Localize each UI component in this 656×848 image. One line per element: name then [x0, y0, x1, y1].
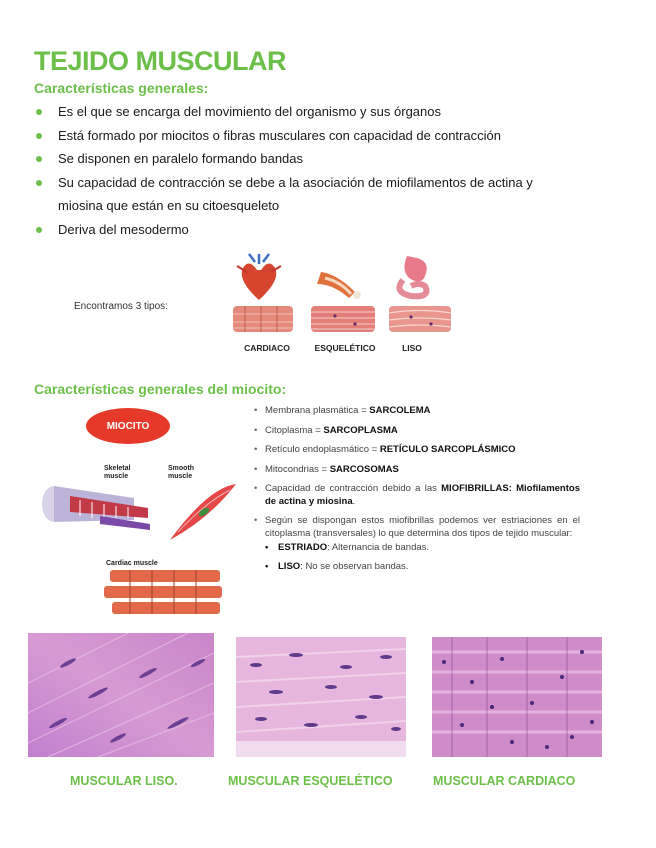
- smooth-muscle-micrograph: [28, 633, 214, 757]
- list-item: Se disponen en paralelo formando bandas: [36, 147, 636, 171]
- list-item: • Mitocondrias = SARCOSOMAS: [254, 464, 580, 477]
- list-item: Su capacidad de contracción se debe a la asociación de miofilamentos de actina y: [36, 171, 636, 195]
- list-item: • Retículo endoplasmático = RETÍCULO SARCOPLÁSMICO: [254, 444, 580, 457]
- bullet-icon: [36, 133, 42, 139]
- section-heading-general: Características generales:: [34, 80, 209, 96]
- skeletal-fiber-bundle-icon: [42, 486, 150, 530]
- cardiac-muscle-micrograph: [432, 637, 602, 757]
- muscle-tissue-types-sublist: [265, 542, 580, 573]
- muscle-types-illustration: [225, 252, 465, 342]
- miocito-badge: MIOCITO: [86, 408, 170, 444]
- smooth-fibers: [389, 306, 451, 332]
- cardiac-fibers: [233, 306, 293, 332]
- smooth-muscle-cell-icon: [170, 484, 236, 540]
- bullet-icon: [36, 156, 42, 162]
- sublist-item: • ESTRIADO: Alternancia de bandas.: [265, 542, 580, 555]
- skeletal-muscle-label: Skeletal muscle: [104, 465, 131, 480]
- miocito-illustration: [40, 478, 240, 620]
- bullet-icon: [36, 109, 42, 115]
- type-label-cardiac: CARDIACO: [244, 343, 290, 353]
- caption-cardiac: MUSCULAR CARDIACO: [433, 774, 576, 788]
- general-bullet-list: [36, 100, 636, 241]
- bullet-icon: [36, 180, 42, 186]
- list-item: • Membrana plasmática = SARCOLEMA: [254, 405, 580, 418]
- skeletal-muscle-micrograph: [236, 637, 406, 757]
- cardiac-muscle-network-icon: [104, 570, 222, 614]
- arm-muscle-icon: [317, 272, 361, 299]
- smooth-muscle-label: Smooth muscle: [168, 465, 195, 480]
- bullet-icon: [36, 227, 42, 233]
- types-intro: Encontramos 3 tipos:: [74, 301, 168, 312]
- page-title: TEJIDO MUSCULAR: [34, 46, 287, 76]
- caption-smooth: MUSCULAR LISO.: [70, 774, 178, 788]
- digestive-organ-icon: [399, 256, 426, 296]
- list-item: • Según se dispongan estos miofibrillas podemos ver estriaciones en el citoplasma (transversales) lo que determina dos tipos de tejido muscular: • ESTRIADO: Alternancia de bandas. • LISO: No se observan bandas.: [254, 515, 580, 573]
- list-item: Es el que se encarga del movimiento del organismo y sus órganos: [36, 100, 636, 124]
- list-item: Deriva del mesodermo: [36, 218, 636, 242]
- type-label-skeletal: ESQUELÉTICO: [314, 343, 376, 353]
- list-item: Está formado por miocitos o fibras musculares con capacidad de contracción: [36, 124, 636, 148]
- list-item: • Citoplasma = SARCOPLASMA: [254, 425, 580, 438]
- list-item-continuation: miosina que están en su citoesqueleto: [58, 198, 280, 213]
- section-heading-miocito: Características generales del miocito:: [34, 381, 287, 397]
- caption-skeletal: MUSCULAR ESQUELÉTICO: [228, 774, 393, 788]
- miocito-characteristics-list: [254, 405, 580, 580]
- heart-icon: [237, 254, 281, 300]
- cardiac-muscle-label: Cardiac muscle: [106, 560, 158, 567]
- list-item: • Capacidad de contracción debido a las MIOFIBRILLAS: Miofilamentos de actina y miosina.: [254, 483, 580, 508]
- type-label-smooth: LISO: [402, 343, 422, 353]
- skeletal-fibers: [311, 306, 375, 332]
- sublist-item: • LISO: No se observan bandas.: [265, 561, 580, 574]
